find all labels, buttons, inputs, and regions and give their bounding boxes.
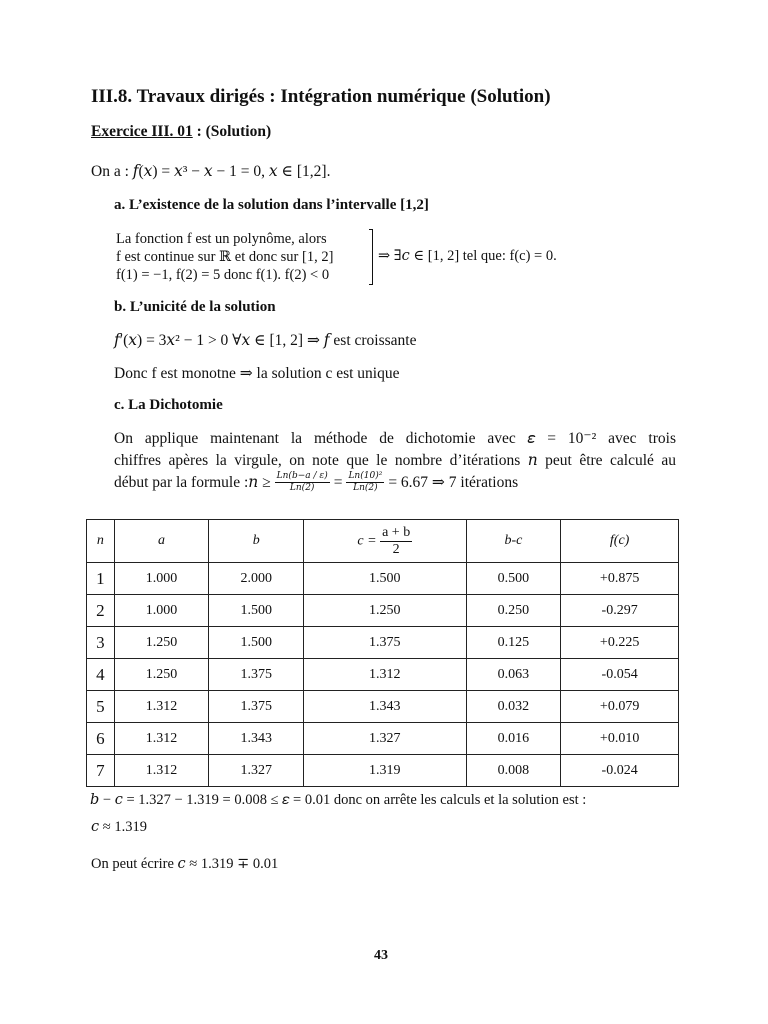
cell-b: 1.327	[209, 755, 304, 787]
cell-b-c: 0.032	[466, 691, 561, 723]
section-c-heading: c. La Dichotomie	[114, 397, 223, 413]
formula-fraction-2	[346, 472, 384, 493]
cell-n: 2	[87, 595, 115, 627]
page-number: 43	[374, 948, 388, 963]
cell-n: 5	[87, 691, 115, 723]
iteration-formula	[114, 472, 518, 493]
table-row	[87, 627, 679, 659]
header-c-fraction	[380, 526, 412, 557]
condition-line: La fonction f est un polynôme, alors	[116, 231, 327, 247]
cell-b: 2.000	[209, 563, 304, 595]
cell-n: 6	[87, 723, 115, 755]
cell-n: 4	[87, 659, 115, 691]
cell-c: 1.343	[304, 691, 467, 723]
formula-equals: =	[333, 473, 343, 491]
header-b: b	[209, 520, 304, 563]
cell-fc: +0.010	[561, 723, 679, 755]
page-title: III.8. Travaux dirigés : Intégration numérique (Solution)	[91, 86, 551, 107]
right-bracket	[369, 229, 373, 285]
cell-fc: +0.079	[561, 691, 679, 723]
dichotomy-paragraph-line1: On applique maintenant la méthode de dichotomie avec 𝜀 = 10⁻² avec trois	[114, 430, 676, 447]
header-n: n	[87, 520, 115, 563]
cell-a: 1.250	[114, 627, 209, 659]
cell-a: 1.000	[114, 595, 209, 627]
cell-fc: +0.875	[561, 563, 679, 595]
section-a-conclusion: ⇒ ∃𝑐 ∈ [1, 2] tel que: f(c) = 0.	[378, 248, 557, 264]
dichotomy-paragraph-line2: chiffres apères la virgule, on note que le nombre d’itérations 𝑛 peut être calculé au	[114, 452, 676, 469]
cell-b: 1.500	[209, 595, 304, 627]
cell-b: 1.500	[209, 627, 304, 659]
table-row	[87, 659, 679, 691]
cell-c: 1.327	[304, 723, 467, 755]
final-result-line: On peut écrire 𝑐 ≈ 1.319 ∓ 0.01	[91, 856, 279, 872]
cell-c: 1.312	[304, 659, 467, 691]
cell-n: 1	[87, 563, 115, 595]
table-row	[87, 691, 679, 723]
header-a: a	[114, 520, 209, 563]
cell-a: 1.250	[114, 659, 209, 691]
cell-b: 1.343	[209, 723, 304, 755]
table-row	[87, 755, 679, 787]
cell-a: 1.312	[114, 723, 209, 755]
section-a-heading: a. L’existence de la solution dans l’intervalle [1,2]	[114, 197, 429, 213]
cell-n: 3	[87, 627, 115, 659]
cell-fc: -0.297	[561, 595, 679, 627]
table-row	[87, 563, 679, 595]
cell-n: 7	[87, 755, 115, 787]
cell-b: 1.375	[209, 691, 304, 723]
cell-a: 1.000	[114, 563, 209, 595]
monotone-line: Donc f est monotne ⇒ la solution c est unique	[114, 365, 400, 382]
table-row	[87, 723, 679, 755]
fraction-1-denominator: 𝐿𝑛(2)	[289, 483, 315, 493]
cell-b-c: 0.008	[466, 755, 561, 787]
cell-c: 1.375	[304, 627, 467, 659]
header-c-label: c =	[357, 533, 377, 549]
exercise-suffix: : (Solution)	[192, 123, 272, 140]
cell-fc: -0.054	[561, 659, 679, 691]
cell-b-c: 0.125	[466, 627, 561, 659]
cell-c: 1.500	[304, 563, 467, 595]
section-b-heading: b. L’unicité de la solution	[114, 299, 276, 315]
header-c-denominator: 2	[392, 541, 400, 557]
exercise-heading	[91, 123, 271, 141]
header-c	[304, 520, 467, 563]
cell-c: 1.250	[304, 595, 467, 627]
cell-b-c: 0.016	[466, 723, 561, 755]
table-header-row	[87, 520, 679, 563]
section-a-conditions	[116, 230, 333, 284]
header-c-numerator: a + b	[382, 524, 411, 540]
intro-equation: On a : 𝑓(𝑥) = 𝑥³ − 𝑥 − 1 = 0, 𝑥 ∈ [1,2].	[91, 163, 331, 180]
cell-a: 1.312	[114, 755, 209, 787]
derivative-line: 𝑓′(𝑥) = 3𝑥² − 1 > 0 ∀𝑥 ∈ [1, 2] ⇒ 𝑓 est croissante	[114, 332, 417, 349]
fraction-2-numerator: 𝐿𝑛(10)²	[348, 471, 383, 481]
cell-b-c: 0.063	[466, 659, 561, 691]
fraction-2-denominator: 𝐿𝑛(2)	[353, 483, 378, 493]
table-row	[87, 595, 679, 627]
dichotomy-table	[86, 519, 679, 787]
formula-fraction-1	[275, 472, 330, 493]
exercise-label: Exercice III. 01	[91, 123, 193, 140]
fraction-1-numerator: 𝐿𝑛(𝑏−𝑎 / 𝜀)	[276, 471, 328, 481]
cell-b-c: 0.500	[466, 563, 561, 595]
formula-prefix: début par la formule :𝑛 ≥	[114, 474, 271, 491]
stop-condition-line: 𝑏 − 𝑐 = 1.327 − 1.319 = 0.008 ≤ 𝜀 = 0.01 donc on arrête les calculs et la solution est :	[90, 792, 587, 808]
header-b-c: b-c	[466, 520, 561, 563]
condition-line: f(1) = −1, f(2) = 5 donc f(1). f(2) < 0	[116, 267, 330, 283]
cell-b: 1.375	[209, 659, 304, 691]
condition-line: f est continue sur ℝ et donc sur [1, 2]	[116, 249, 334, 265]
cell-a: 1.312	[114, 691, 209, 723]
cell-c: 1.319	[304, 755, 467, 787]
cell-fc: -0.024	[561, 755, 679, 787]
formula-suffix: = 6.67 ⇒ 7 itérations	[388, 474, 519, 491]
cell-fc: +0.225	[561, 627, 679, 659]
cell-b-c: 0.250	[466, 595, 561, 627]
solution-line: 𝑐 ≈ 1.319	[91, 819, 147, 835]
header-fc: f(c)	[561, 520, 679, 563]
